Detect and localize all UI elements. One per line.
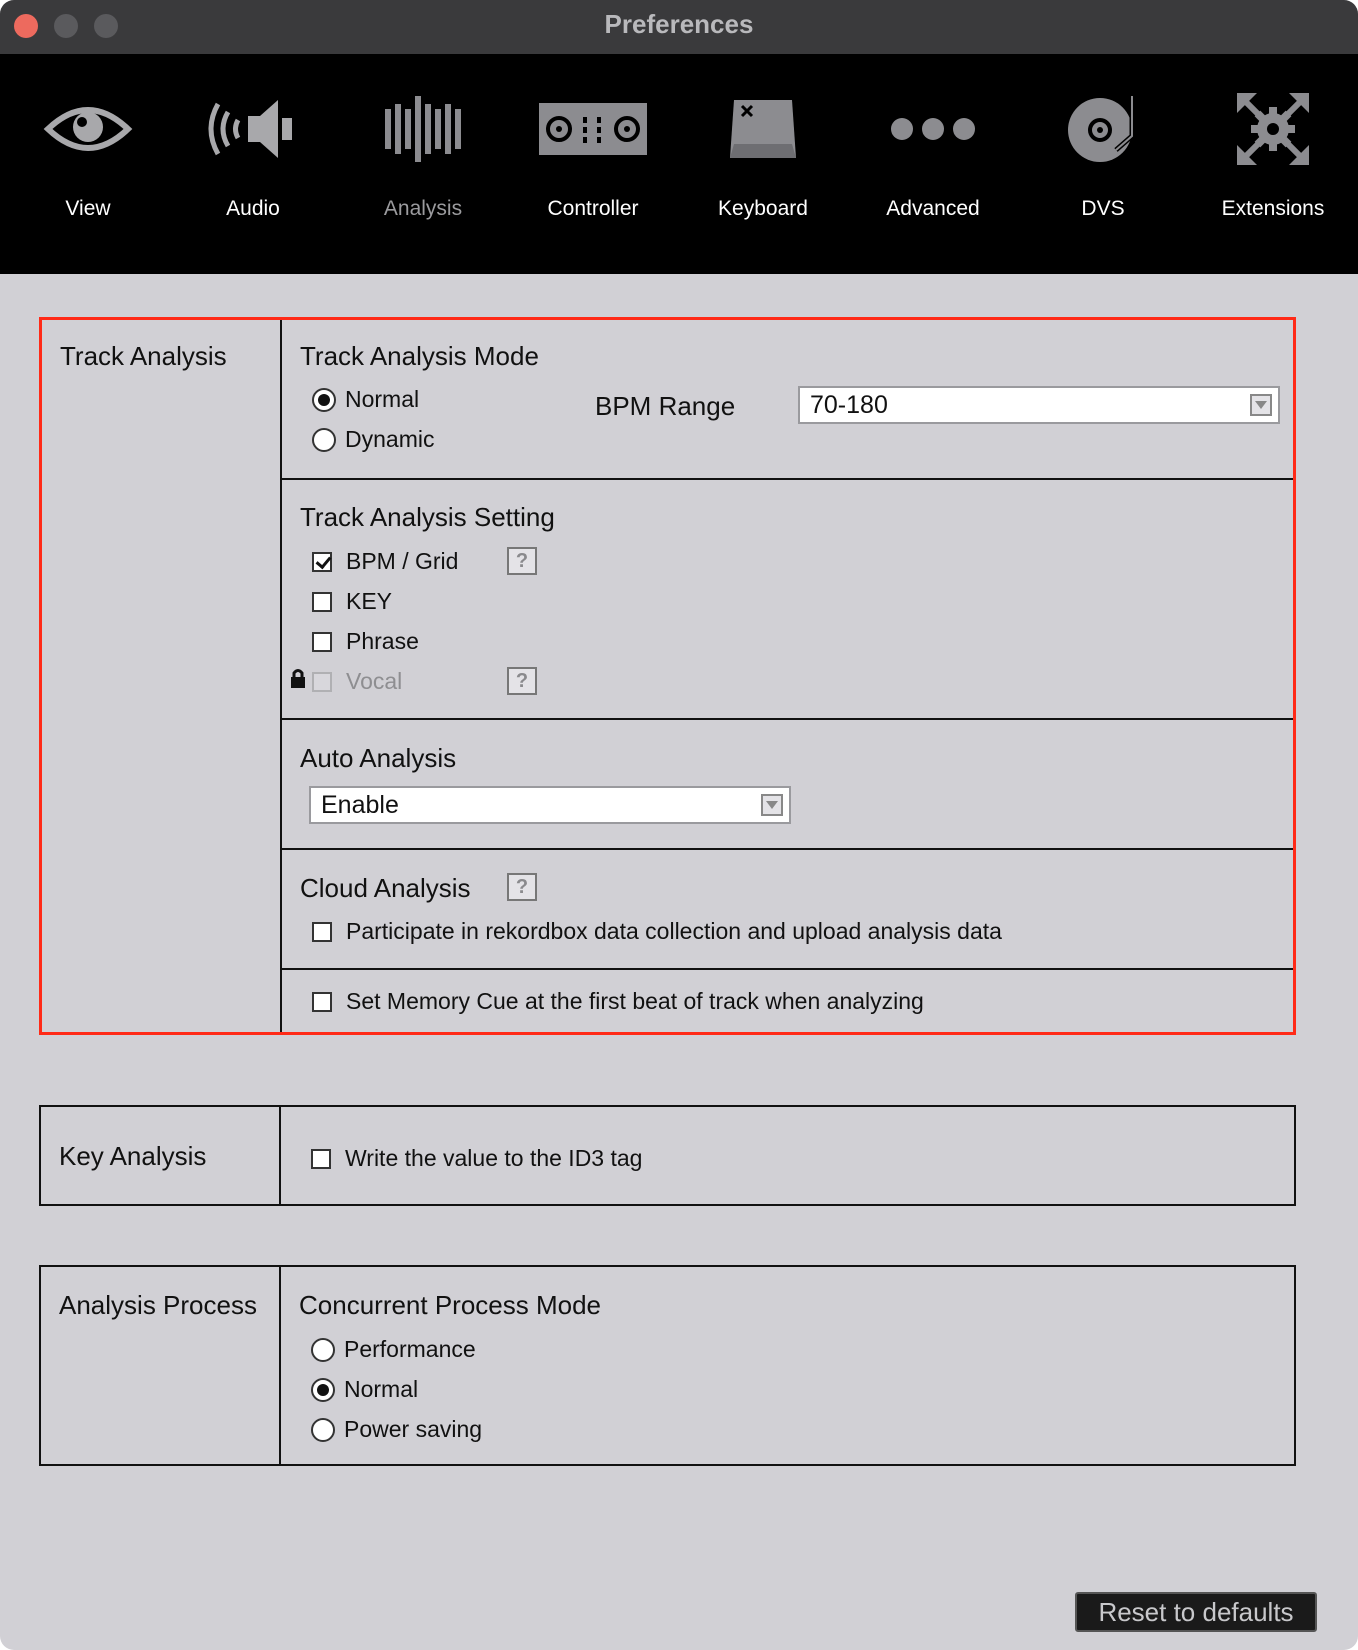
analysis-process-header (41, 1267, 281, 1464)
checkbox-box[interactable] (312, 992, 332, 1012)
radio-indicator[interactable] (311, 1378, 335, 1402)
key-analysis-content (281, 1107, 1294, 1204)
chevron-down-icon[interactable] (1250, 394, 1272, 416)
cloud-participate-checkbox[interactable] (312, 918, 1002, 945)
key-analysis-header (41, 1107, 281, 1204)
tab-audio[interactable] (168, 54, 338, 274)
reset-to-defaults-button[interactable]: Reset to defaults (1075, 1592, 1317, 1632)
auto-analysis-section (282, 720, 1293, 850)
key-label: KEY (346, 588, 393, 614)
title-bar (0, 0, 1358, 54)
analysis-process-content (281, 1267, 1294, 1464)
process-performance-radio[interactable] (311, 1336, 476, 1363)
chevron-down-icon[interactable] (761, 794, 783, 816)
memory-cue-section (282, 970, 1293, 1038)
process-performance-label: Performance (344, 1336, 476, 1362)
tab-dvs-label: DVS (1081, 197, 1125, 220)
turntable-icon (1018, 84, 1188, 174)
mode-normal-label: Normal (345, 386, 420, 412)
gear-icon (1188, 84, 1358, 174)
memory-cue-checkbox[interactable] (312, 988, 924, 1015)
track-analysis-setting-section (282, 480, 1293, 720)
speaker-icon (168, 84, 338, 174)
track-analysis-mode-section (282, 320, 1293, 480)
tab-analysis[interactable] (338, 54, 508, 274)
controller-icon (508, 84, 678, 174)
bpm-range-value: 70-180 (810, 391, 888, 419)
concurrent-process-mode-title: Concurrent Process Mode (299, 1290, 602, 1320)
key-checkbox[interactable] (312, 588, 392, 615)
auto-analysis-value: Enable (321, 791, 399, 819)
mode-dynamic-label: Dynamic (345, 426, 435, 452)
bpm-grid-checkbox[interactable] (312, 548, 458, 575)
analysis-process-panel (39, 1265, 1296, 1466)
radio-indicator[interactable] (311, 1338, 335, 1362)
key-analysis-panel (39, 1105, 1296, 1206)
cloud-analysis-help-icon[interactable]: ? (507, 873, 537, 901)
waveform-icon (338, 84, 508, 174)
tab-extensions[interactable] (1188, 54, 1358, 274)
tab-controller-label: Controller (547, 197, 639, 220)
bpm-grid-label: BPM / Grid (346, 548, 459, 574)
radio-indicator[interactable] (312, 428, 336, 452)
cloud-analysis-section (282, 850, 1293, 970)
write-id3-checkbox[interactable] (311, 1145, 642, 1172)
tab-audio-label: Audio (226, 197, 280, 220)
process-power-saving-label: Power saving (344, 1416, 483, 1442)
phrase-checkbox[interactable] (312, 628, 419, 655)
mode-dynamic-radio[interactable] (312, 426, 434, 453)
track-analysis-panel (39, 317, 1296, 1035)
tab-dvs[interactable] (1018, 54, 1188, 274)
checkbox-box[interactable] (312, 922, 332, 942)
tab-advanced-label: Advanced (886, 197, 980, 220)
key-analysis-label: Key Analysis (59, 1141, 207, 1171)
cloud-participate-label: Participate in rekordbox data collection and upload analysis data (346, 918, 1002, 944)
memory-cue-label: Set Memory Cue at the first beat of track when analyzing (346, 988, 924, 1014)
tab-analysis-label: Analysis (383, 197, 463, 220)
track-analysis-mode-title: Track Analysis Mode (300, 341, 539, 371)
tab-view-label: View (65, 197, 111, 220)
track-analysis-setting-title: Track Analysis Setting (300, 502, 555, 532)
checkbox-box[interactable] (312, 632, 332, 652)
more-dots-icon (848, 84, 1018, 174)
bpm-range-select[interactable] (798, 386, 1280, 424)
vocal-help-icon[interactable]: ? (507, 667, 537, 695)
track-analysis-header (42, 320, 282, 1032)
checkbox-box (312, 672, 332, 692)
preferences-toolbar (0, 54, 1358, 274)
cloud-analysis-title: Cloud Analysis (300, 873, 471, 903)
keyboard-key-icon (678, 84, 848, 174)
checkbox-box[interactable] (311, 1149, 331, 1169)
eye-icon (3, 84, 173, 174)
checkbox-box[interactable] (312, 592, 332, 612)
track-analysis-label: Track Analysis (60, 341, 227, 371)
analysis-process-label: Analysis Process (59, 1290, 257, 1320)
process-power-saving-radio[interactable] (311, 1416, 482, 1443)
vocal-checkbox (312, 668, 402, 695)
process-normal-label: Normal (344, 1376, 419, 1402)
checkbox-box[interactable] (312, 552, 332, 572)
track-analysis-content (282, 320, 1293, 1032)
bpm-range-label: BPM Range (595, 391, 736, 421)
bpm-grid-help-icon[interactable]: ? (507, 547, 537, 575)
tab-keyboard[interactable] (678, 54, 848, 274)
vocal-label: Vocal (346, 668, 403, 694)
tab-advanced[interactable] (848, 54, 1018, 274)
window-title: Preferences (604, 9, 754, 39)
auto-analysis-select[interactable] (309, 786, 791, 824)
mode-normal-radio[interactable] (312, 386, 419, 413)
write-id3-label: Write the value to the ID3 tag (345, 1145, 643, 1171)
tab-view[interactable] (3, 54, 173, 274)
auto-analysis-title: Auto Analysis (300, 743, 457, 773)
tab-controller[interactable] (508, 54, 678, 274)
tab-extensions-label: Extensions (1221, 197, 1325, 220)
lock-icon (290, 668, 306, 693)
process-normal-radio[interactable] (311, 1376, 418, 1403)
phrase-label: Phrase (346, 628, 419, 654)
tab-keyboard-label: Keyboard (718, 197, 808, 220)
radio-indicator[interactable] (312, 388, 336, 412)
radio-indicator[interactable] (311, 1418, 335, 1442)
